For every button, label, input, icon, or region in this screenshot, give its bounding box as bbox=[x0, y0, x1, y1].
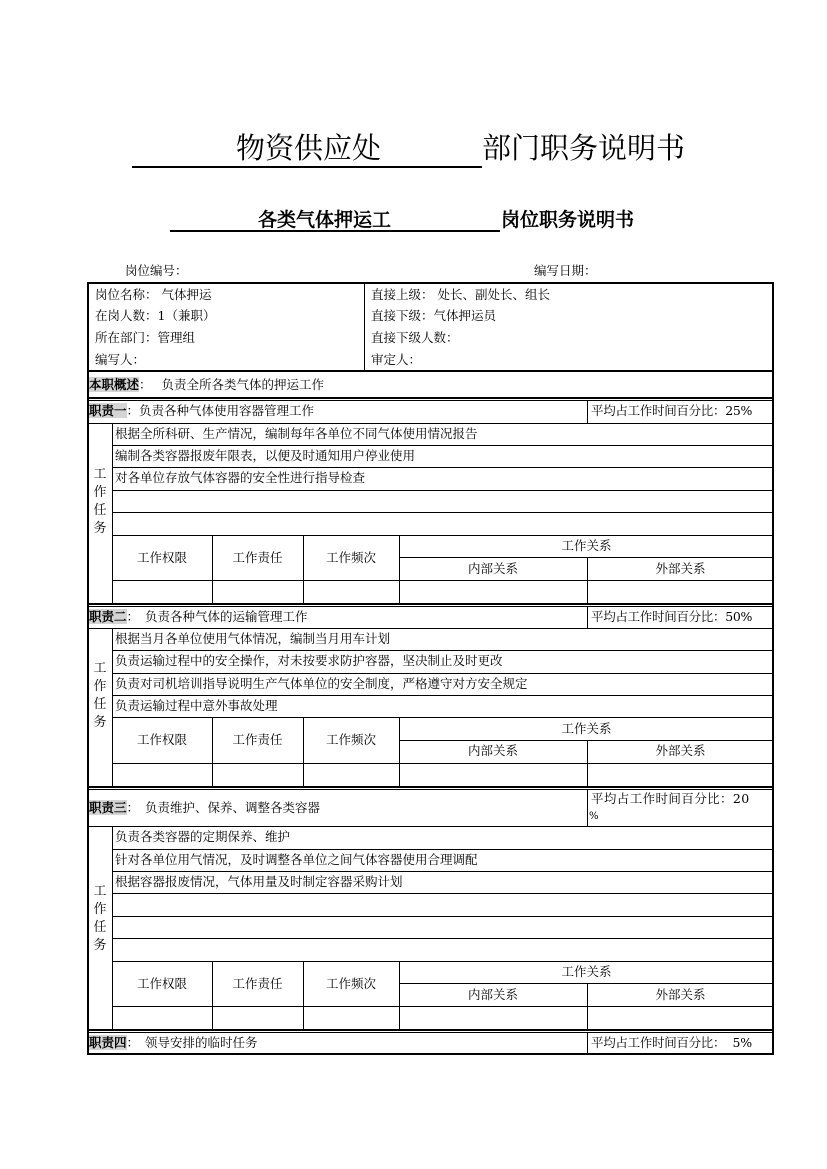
col-divider bbox=[212, 717, 213, 786]
document-title: 部门职务说明书 bbox=[482, 131, 686, 165]
info-writer: 编写人： bbox=[95, 352, 146, 367]
col-divider bbox=[587, 789, 588, 826]
task-label-char: 任 bbox=[93, 503, 107, 518]
duty-2-colon: ： bbox=[126, 609, 140, 624]
position-document-title: 岗位职务说明书 bbox=[501, 209, 635, 231]
row-divider bbox=[87, 423, 774, 424]
duty-3-task: 针对各单位用气情况，及时调整各单位之间气体容器使用合理调配 bbox=[115, 852, 478, 867]
row-divider bbox=[112, 893, 774, 894]
col-divider bbox=[303, 717, 304, 786]
duty-1-colon: ： bbox=[126, 403, 140, 418]
duty-1-external-header: 外部关系 bbox=[655, 561, 706, 576]
task-label-char: 任 bbox=[93, 920, 107, 935]
row-divider bbox=[112, 1006, 774, 1007]
row-divider bbox=[112, 763, 774, 764]
duty-1-task: 根据全所科研、生产情况，编制每年各单位不同气体使用情况报告 bbox=[115, 426, 478, 441]
row-divider bbox=[87, 1032, 774, 1033]
duty-2-task: 负责运输过程中的安全操作，对未按要求防护容器，坚决制止及时更改 bbox=[115, 653, 503, 668]
info-department: 所在部门：管理组 bbox=[95, 330, 196, 345]
duty-2-label: 职责二 bbox=[89, 609, 127, 624]
row-divider bbox=[112, 580, 774, 581]
duty-2-relations-header: 工作关系 bbox=[561, 721, 612, 736]
duty-3-task: 负责各类容器的定期保养、维护 bbox=[115, 829, 291, 844]
row-divider bbox=[112, 938, 774, 939]
row-divider bbox=[112, 871, 774, 872]
row-divider bbox=[87, 628, 774, 629]
position-name: 各类气体押运工 bbox=[258, 209, 392, 231]
task-label-char: 务 bbox=[93, 938, 107, 953]
duty-2-external-header: 外部关系 bbox=[655, 743, 706, 758]
row-divider bbox=[87, 786, 774, 788]
col-divider bbox=[212, 961, 213, 1029]
row-divider bbox=[87, 789, 774, 790]
row-divider bbox=[399, 557, 774, 558]
duty-1-responsibility-header: 工作责任 bbox=[232, 550, 283, 565]
duty-4-label: 职责四 bbox=[89, 1035, 127, 1050]
info-position-name: 岗位名称： 气体押运 bbox=[95, 287, 212, 302]
task-label-char: 务 bbox=[93, 715, 107, 730]
duty-2-authority-header: 工作权限 bbox=[136, 732, 187, 747]
col-divider bbox=[112, 423, 113, 603]
duty-4-header bbox=[89, 1036, 258, 1050]
row-divider bbox=[87, 397, 774, 399]
duty-1-authority-header: 工作权限 bbox=[136, 550, 187, 565]
duty-2-task: 负责对司机培训指导说明生产气体单位的安全制度，严格遵守对方安全规定 bbox=[115, 676, 528, 691]
task-label-char: 作 bbox=[93, 902, 107, 917]
table-border-bottom bbox=[87, 1053, 774, 1055]
summary-colon: ： bbox=[139, 377, 152, 392]
duty-2-internal-header: 内部关系 bbox=[467, 743, 518, 758]
row-divider bbox=[112, 673, 774, 674]
duty-3-time-share-line1: 平均占工作时间百分比：20 bbox=[591, 791, 750, 806]
duty-3-task: 根据容器报废情况，气体用量及时制定容器采购计划 bbox=[115, 874, 403, 889]
duty-1-relations-header: 工作关系 bbox=[561, 538, 612, 553]
row-divider bbox=[112, 916, 774, 917]
task-label-char: 工 bbox=[93, 467, 107, 482]
duty-4-text: 领导安排的临时任务 bbox=[145, 1035, 258, 1050]
col-divider bbox=[112, 826, 113, 1029]
duty-1-time-share: 平均占工作时间百分比：25% bbox=[591, 403, 753, 418]
duty-3-frequency-header: 工作频次 bbox=[325, 976, 376, 991]
duty-1-label: 职责一 bbox=[89, 403, 127, 418]
department-name: 物资供应处 bbox=[236, 131, 382, 165]
duty-2-text: 负责各种气体的运输管理工作 bbox=[145, 609, 308, 624]
task-label-char: 务 bbox=[93, 521, 107, 536]
col-divider bbox=[587, 1032, 588, 1053]
summary-row bbox=[89, 378, 324, 392]
duty-3-header bbox=[89, 801, 320, 815]
duty-3-time-share-line2: % bbox=[589, 811, 599, 822]
col-divider bbox=[587, 606, 588, 628]
task-label-char: 工 bbox=[93, 661, 107, 676]
row-divider bbox=[112, 650, 774, 651]
row-divider bbox=[399, 983, 774, 984]
summary-text: 负责全所各类气体的押运工作 bbox=[161, 377, 325, 392]
duty-3-responsibility-header: 工作责任 bbox=[232, 976, 283, 991]
duty-2-frequency-header: 工作频次 bbox=[325, 732, 376, 747]
duty-3-authority-header: 工作权限 bbox=[136, 976, 187, 991]
position-code-label: 岗位编号： bbox=[125, 263, 188, 278]
duty-3-text: 负责维护、保养、调整各类容器 bbox=[145, 800, 321, 815]
duty-3-label: 职责三 bbox=[89, 800, 127, 815]
duty-2-responsibility-header: 工作责任 bbox=[232, 732, 283, 747]
info-direct-superior: 直接上级： 处长、副处长、组长 bbox=[371, 287, 550, 302]
duty-3-relations-header: 工作关系 bbox=[561, 964, 612, 979]
row-divider bbox=[399, 740, 774, 741]
duty-1-task-label bbox=[93, 466, 107, 538]
duty-1-frequency-header: 工作频次 bbox=[325, 550, 376, 565]
duty-3-colon: ： bbox=[126, 800, 140, 815]
duty-1-text: 负责各种气体使用容器管理工作 bbox=[139, 403, 315, 418]
write-date-label: 编写日期： bbox=[534, 263, 597, 278]
col-divider bbox=[303, 961, 304, 1029]
duty-1-task: 对各单位存放气体容器的安全性进行指导检查 bbox=[115, 470, 366, 485]
table-border-top bbox=[87, 282, 774, 284]
row-divider bbox=[87, 826, 774, 827]
summary-label: 本职概述 bbox=[89, 377, 140, 392]
row-divider bbox=[112, 695, 774, 696]
info-subordinate-count: 直接下级人数： bbox=[371, 330, 459, 345]
duty-4-time-share: 平均占工作时间百分比： 5% bbox=[591, 1035, 752, 1050]
row-divider bbox=[87, 1029, 774, 1031]
duty-4-colon: ： bbox=[126, 1035, 140, 1050]
duty-3-internal-header: 内部关系 bbox=[467, 987, 518, 1002]
col-divider bbox=[212, 535, 213, 603]
duty-1-internal-header: 内部关系 bbox=[467, 561, 518, 576]
row-divider bbox=[112, 849, 774, 850]
row-divider bbox=[112, 490, 774, 491]
info-headcount: 在岗人数：1（兼职） bbox=[95, 308, 216, 323]
duty-1-task: 编制各类容器报废年限表，以便及时通知用户停业使用 bbox=[115, 448, 416, 463]
duty-3-task-label bbox=[93, 883, 107, 955]
info-approver: 审定人： bbox=[371, 352, 422, 367]
task-label-char: 任 bbox=[93, 697, 107, 712]
duty-2-time-share: 平均占工作时间百分比：50% bbox=[591, 609, 753, 624]
row-divider bbox=[87, 603, 774, 605]
task-label-char: 作 bbox=[93, 679, 107, 694]
row-divider bbox=[112, 512, 774, 513]
row-divider bbox=[112, 467, 774, 468]
row-divider bbox=[87, 606, 774, 607]
duty-2-task: 负责运输过程中意外事故处理 bbox=[115, 698, 278, 713]
row-divider bbox=[87, 370, 774, 372]
duty-1-header bbox=[89, 404, 314, 418]
duty-2-header bbox=[89, 610, 308, 624]
info-divider bbox=[364, 282, 365, 371]
task-label-char: 工 bbox=[93, 884, 107, 899]
info-direct-subordinate: 直接下级：气体押运员 bbox=[371, 308, 497, 323]
duty-2-task-label bbox=[93, 660, 107, 732]
col-divider bbox=[303, 535, 304, 603]
task-label-char: 作 bbox=[93, 485, 107, 500]
row-divider bbox=[87, 400, 774, 401]
row-divider bbox=[112, 445, 774, 446]
duty-3-external-header: 外部关系 bbox=[655, 987, 706, 1002]
col-divider bbox=[587, 400, 588, 423]
duty-2-task: 根据当月各单位使用气体情况，编制当月用车计划 bbox=[115, 631, 391, 646]
